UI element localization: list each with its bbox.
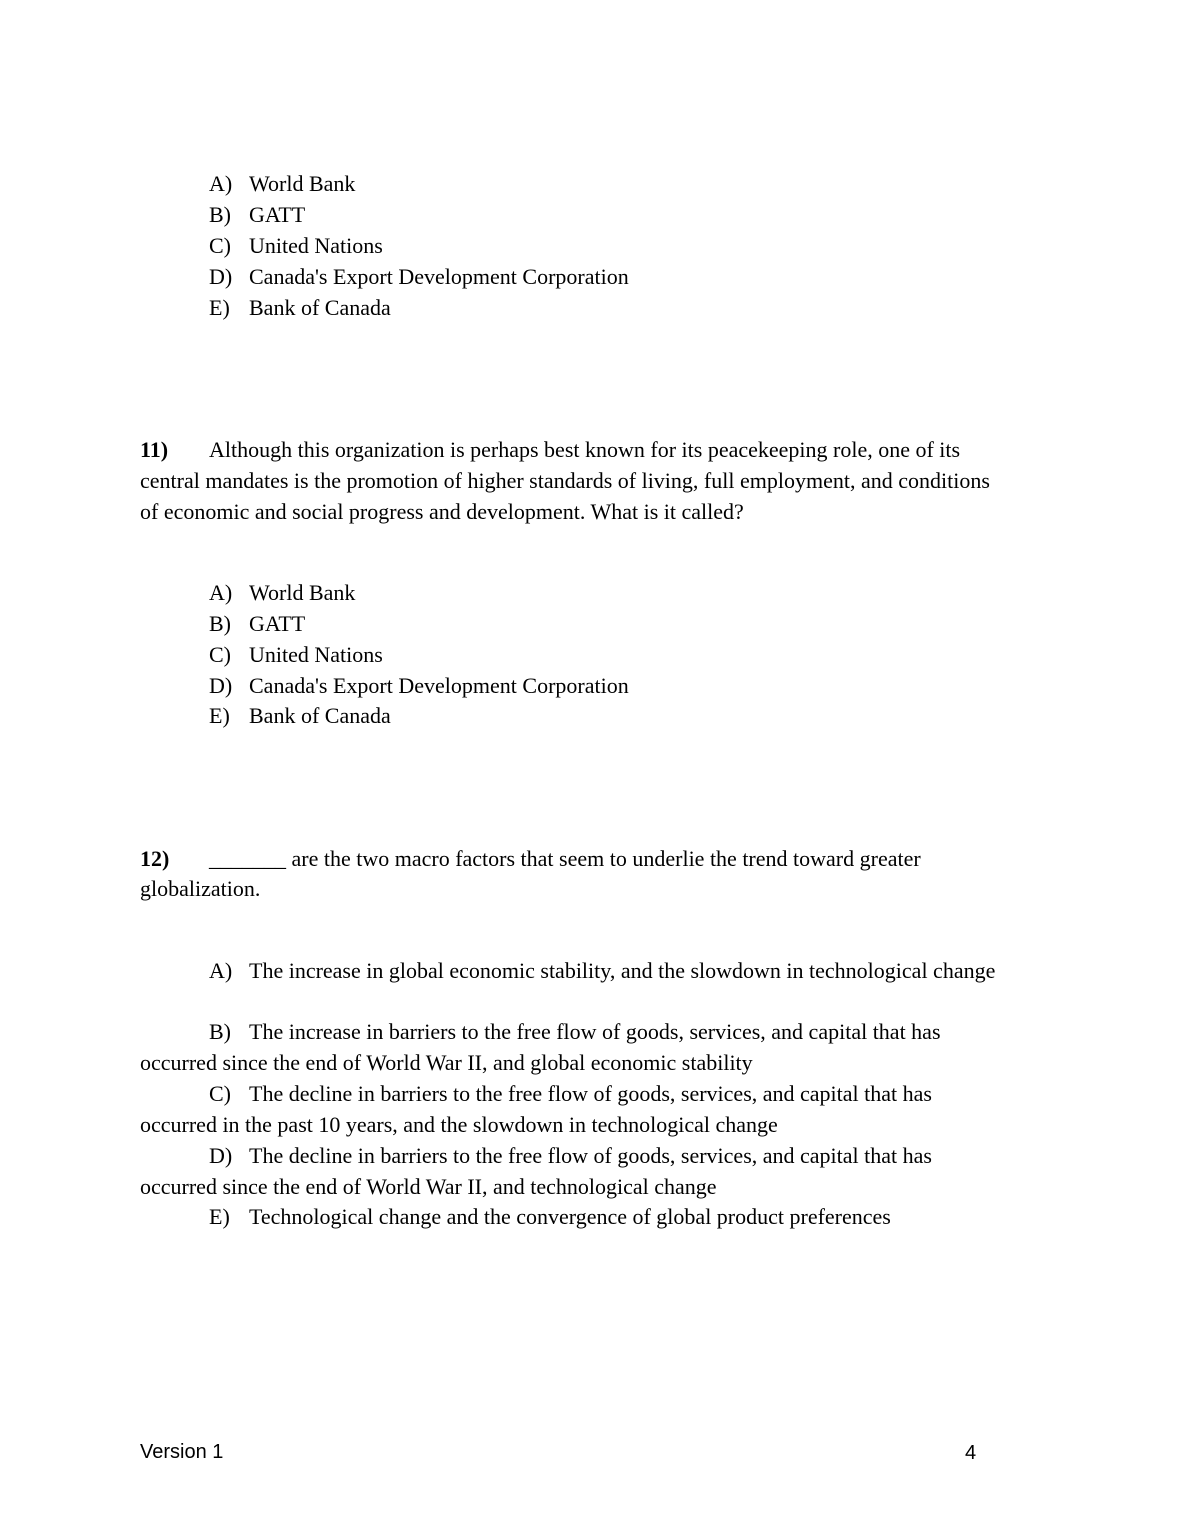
option-text: World Bank (249, 171, 356, 196)
footer-version: Version 1 (140, 1441, 224, 1463)
option-letter: C) (209, 1081, 231, 1106)
option-letter: D) (209, 673, 233, 698)
option-text: World Bank (249, 580, 356, 605)
option-text: Canada's Export Development Corporation (249, 264, 629, 289)
question-number: 12) (140, 846, 170, 871)
option-letter: B) (209, 1019, 231, 1044)
option-text: United Nations (249, 233, 383, 258)
option-letter: D) (209, 264, 233, 289)
question-stem-line: of economic and social progress and development. What is it called? (140, 499, 744, 524)
option-e (209, 295, 391, 321)
option-letter: A) (209, 171, 233, 196)
question-stem-line (140, 437, 960, 463)
option-letter: D) (209, 1143, 233, 1168)
option-text: The decline in barriers to the free flow of goods, services, and capital that has (249, 1081, 932, 1106)
option-a (209, 171, 355, 197)
option-e (209, 703, 391, 729)
option-d (209, 673, 629, 699)
option-d (209, 1143, 932, 1169)
option-letter: E) (209, 1204, 230, 1229)
option-letter: A) (209, 958, 233, 983)
option-text: Canada's Export Development Corporation (249, 673, 629, 698)
option-letter: C) (209, 233, 231, 258)
option-e (209, 1204, 891, 1230)
option-text-continued: occurred in the past 10 years, and the slowdown in technological change (140, 1112, 778, 1137)
option-a (209, 958, 995, 984)
question-number: 11) (140, 437, 169, 462)
option-text-continued: occurred since the end of World War II, and global economic stability (140, 1050, 753, 1075)
question-stem-line (140, 846, 921, 872)
option-text: The increase in global economic stability, and the slowdown in technological change (249, 958, 996, 983)
option-c (209, 1081, 932, 1107)
option-text: The decline in barriers to the free flow of goods, services, and capital that has (249, 1143, 932, 1168)
option-d (209, 264, 629, 290)
option-letter: E) (209, 703, 230, 728)
option-text: GATT (249, 202, 306, 227)
question-stem-line: central mandates is the promotion of higher standards of living, full employment, and conditions (140, 468, 990, 493)
option-text: The increase in barriers to the free flow of goods, services, and capital that has (249, 1019, 941, 1044)
question-stem-text: Although this organization is perhaps best known for its peacekeeping role, one of its (209, 437, 961, 462)
footer-page-number: 4 (965, 1442, 977, 1464)
option-a (209, 580, 355, 606)
question-stem-line: globalization. (140, 876, 261, 901)
option-b (209, 202, 305, 228)
option-text: Technological change and the convergence of global product preferences (249, 1204, 891, 1229)
option-b (209, 611, 305, 637)
option-letter: A) (209, 580, 233, 605)
option-c (209, 233, 383, 259)
option-letter: E) (209, 295, 230, 320)
option-letter: B) (209, 611, 231, 636)
option-text-continued: occurred since the end of World War II, and technological change (140, 1174, 717, 1199)
option-text: GATT (249, 611, 306, 636)
option-letter: B) (209, 202, 231, 227)
option-text: Bank of Canada (249, 703, 391, 728)
option-b (209, 1019, 941, 1045)
option-text: United Nations (249, 642, 383, 667)
question-stem-text: _______ are the two macro factors that seem to underlie the trend toward greater (209, 846, 921, 871)
option-letter: C) (209, 642, 231, 667)
option-text: Bank of Canada (249, 295, 391, 320)
option-c (209, 642, 383, 668)
